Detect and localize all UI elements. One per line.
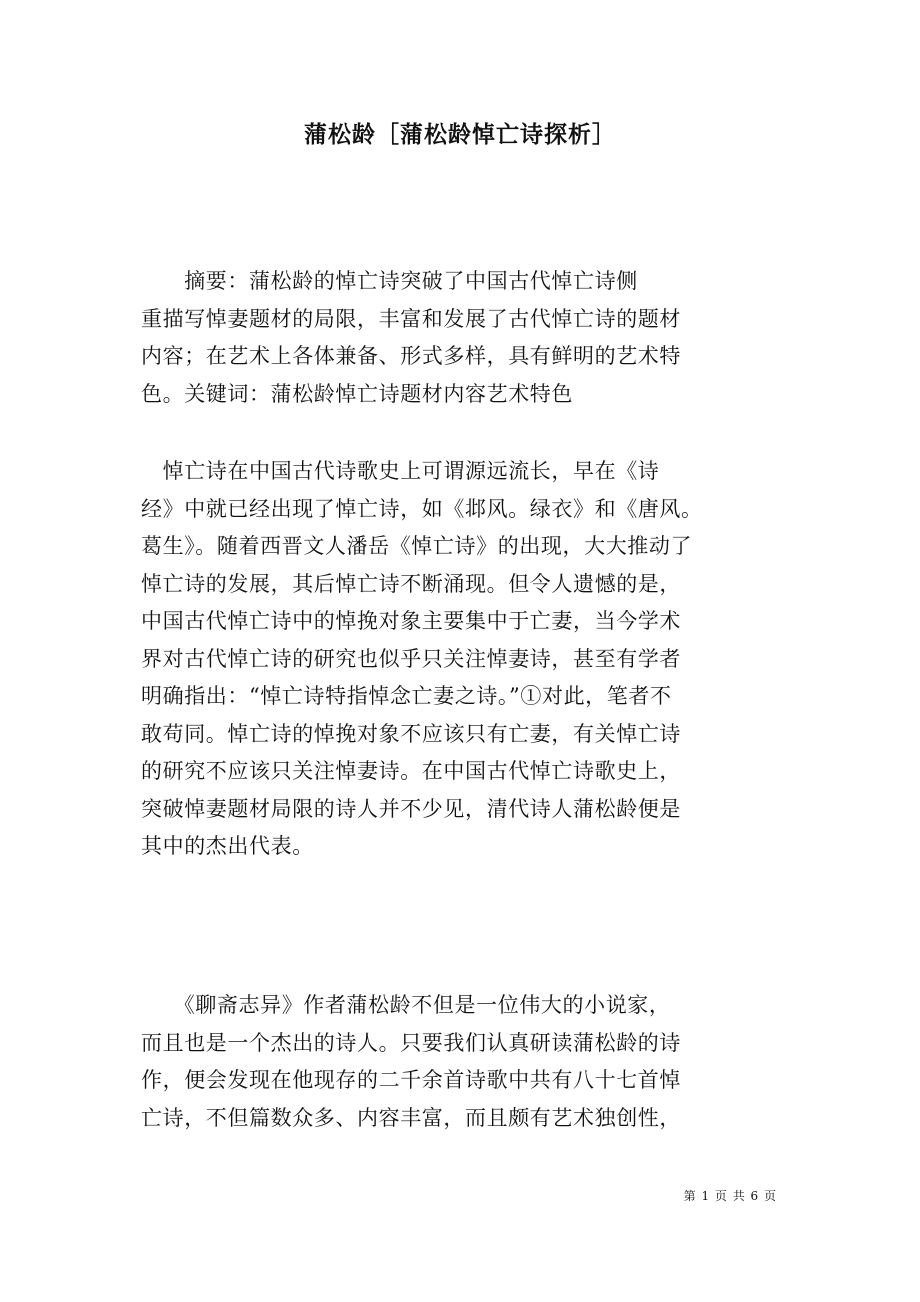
abstract-line: 色。关键词：蒲松龄悼亡诗题材内容艺术特色 <box>141 381 573 406</box>
abstract-line: 重描写悼妻题材的局限，丰富和发展了古代悼亡诗的题材 <box>141 306 681 331</box>
abstract-paragraph <box>141 263 781 413</box>
abstract-line: 内容；在艺术上各体兼备、形式多样，具有鲜明的艺术特 <box>141 344 681 368</box>
paragraph-line: 其中的杰出代表。 <box>141 834 314 858</box>
paragraph-line: 葛生》。随着西晋文人潘岳《悼亡诗》的出现，大大推动了 <box>141 534 693 558</box>
paragraph-line: 经》中就已经出现了悼亡诗，如《邶风。绿衣》和《唐风。 <box>141 496 703 521</box>
body-paragraph-1 <box>141 453 781 866</box>
body-paragraph-2 <box>141 987 781 1137</box>
paragraph-line: 作，便会发现在他现存的二千余首诗歌中共有八十七首悼 <box>141 1068 681 1092</box>
paragraph-line: 《聊斋志异》作者蒲松龄不但是一位伟大的小说家， <box>141 993 671 1017</box>
paragraph-line: 悼亡诗在中国古代诗歌史上可谓源远流长，早在《诗 <box>141 459 660 483</box>
paragraph-line: 而且也是一个杰出的诗人。只要我们认真研读蒲松龄的诗 <box>141 1030 681 1055</box>
document-title: 蒲松龄［蒲松龄悼亡诗探析］ <box>304 121 616 148</box>
paragraph-line: 突破悼妻题材局限的诗人并不少见，清代诗人蒲松龄便是 <box>141 796 681 821</box>
paragraph-line: 明确指出：“悼亡诗特指悼念亡妻之诗。”①对此，笔者不 <box>141 684 672 708</box>
paragraph-line: 界对古代悼亡诗的研究也似乎只关注悼妻诗，甚至有学者 <box>141 646 681 671</box>
paragraph-line: 敢苟同。悼亡诗的悼挽对象不应该只有亡妻，有关悼亡诗 <box>141 721 681 746</box>
page-number-footer: 第 1 页 共 6 页 <box>683 1189 777 1203</box>
paragraph-line: 悼亡诗的发展，其后悼亡诗不断涌现。但令人遗憾的是， <box>141 571 681 596</box>
paragraph-line: 的研究不应该只关注悼妻诗。在中国古代悼亡诗歌史上， <box>141 759 681 783</box>
paragraph-line: 中国古代悼亡诗中的悼挽对象主要集中于亡妻，当今学术 <box>141 609 681 633</box>
abstract-line: 摘要：蒲松龄的悼亡诗突破了中国古代悼亡诗侧 <box>141 269 638 293</box>
paragraph-line: 亡诗，不但篇数众多、内容丰富，而且颇有艺术独创性， <box>141 1105 681 1130</box>
